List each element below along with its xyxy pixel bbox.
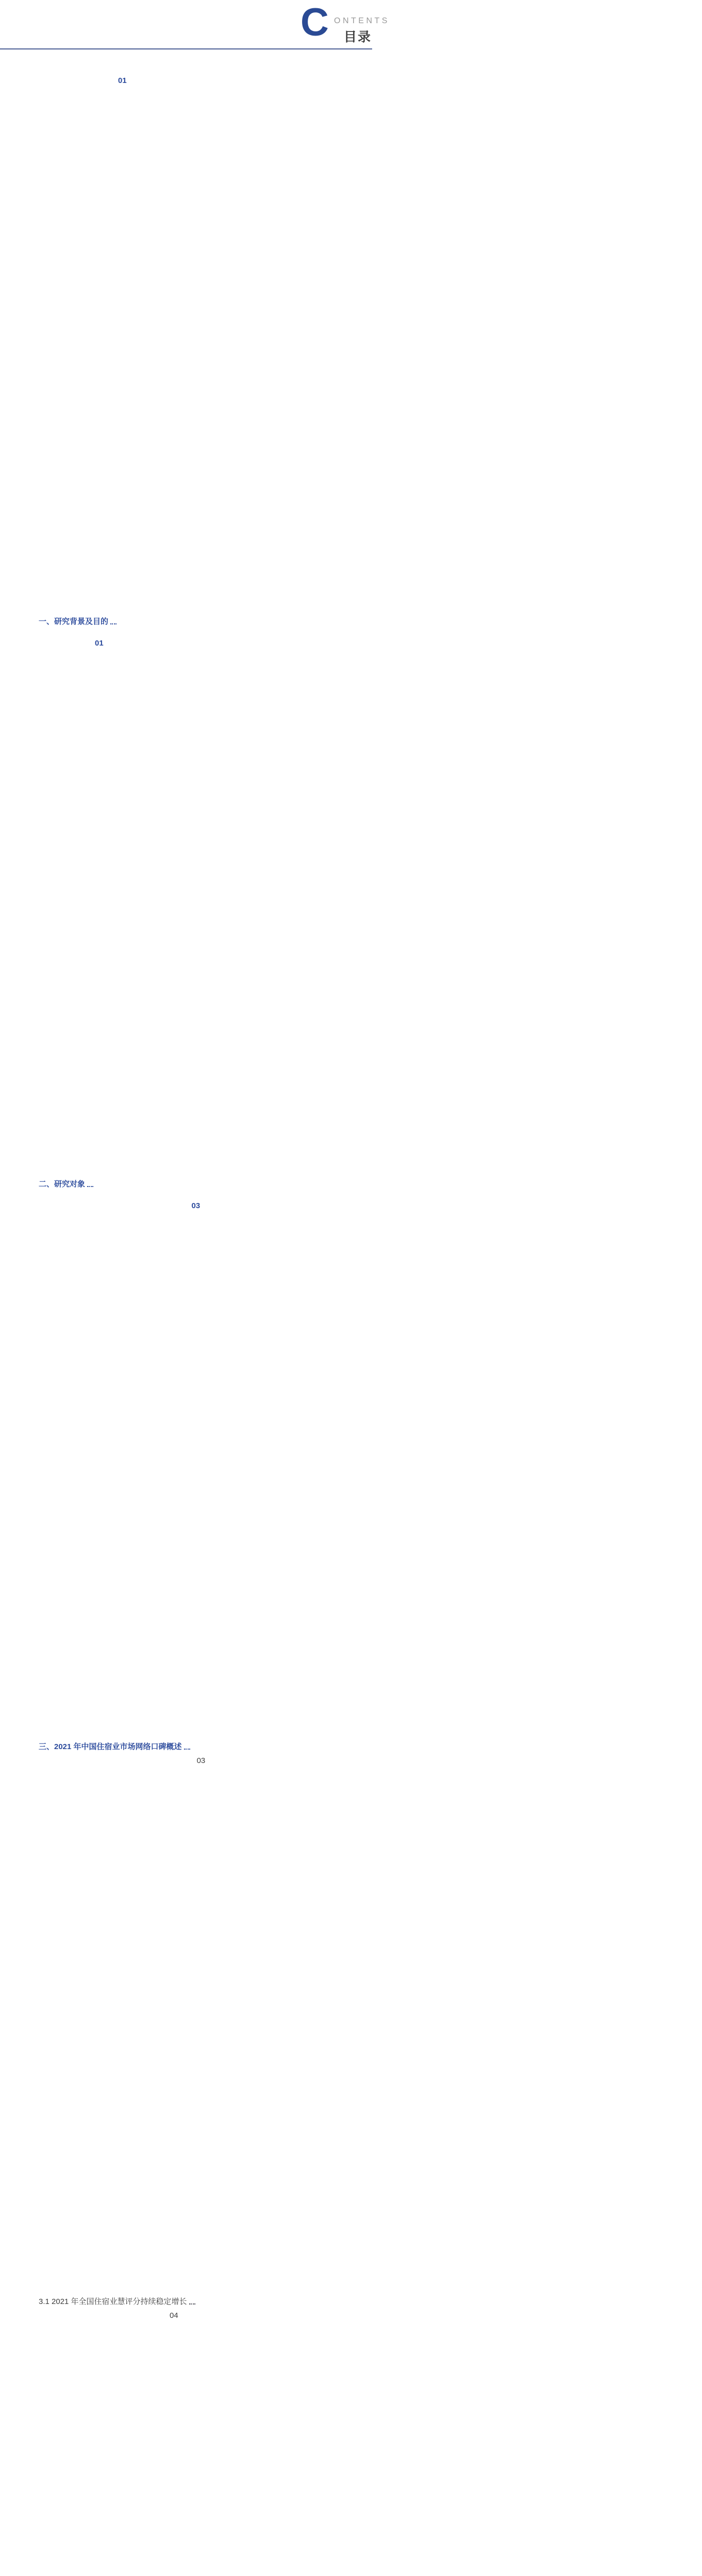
contents-word: ONTENTS bbox=[334, 16, 390, 25]
toc-entry bbox=[39, 1199, 367, 1754]
toc-entry-page: 01 bbox=[95, 636, 504, 1191]
dot-leader bbox=[87, 1186, 93, 1187]
toc-entry bbox=[39, 74, 367, 629]
contents-initial-letter: C bbox=[300, 1, 329, 44]
toc-entry bbox=[39, 636, 367, 1191]
dot-leader bbox=[189, 2303, 195, 2304]
toc-entry-page: 03 bbox=[197, 1754, 606, 2309]
dot-leader bbox=[184, 1749, 190, 1750]
page-title: 目录 bbox=[343, 30, 372, 44]
toc-entry-page: 03 bbox=[192, 1199, 600, 1754]
header-divider bbox=[0, 48, 372, 49]
toc-entry-label: 三、2021 年中国住宿业市场网络口碑概述 bbox=[39, 1742, 182, 1751]
toc-list bbox=[39, 74, 367, 2576]
toc-entry-page: 04 bbox=[170, 2309, 578, 2576]
dot-leader bbox=[110, 623, 116, 624]
toc-entry bbox=[39, 1754, 367, 2309]
toc-entry-page: 01 bbox=[118, 74, 527, 629]
toc-entry-label: 二、研究对象 bbox=[39, 1180, 86, 1189]
toc-entry-label: 一、研究背景及目的 bbox=[39, 617, 109, 626]
toc-entry-label: 3.1 2021 年全国住宿业慧评分持续稳定增长 bbox=[39, 2297, 187, 2306]
toc-entry bbox=[39, 2309, 367, 2576]
